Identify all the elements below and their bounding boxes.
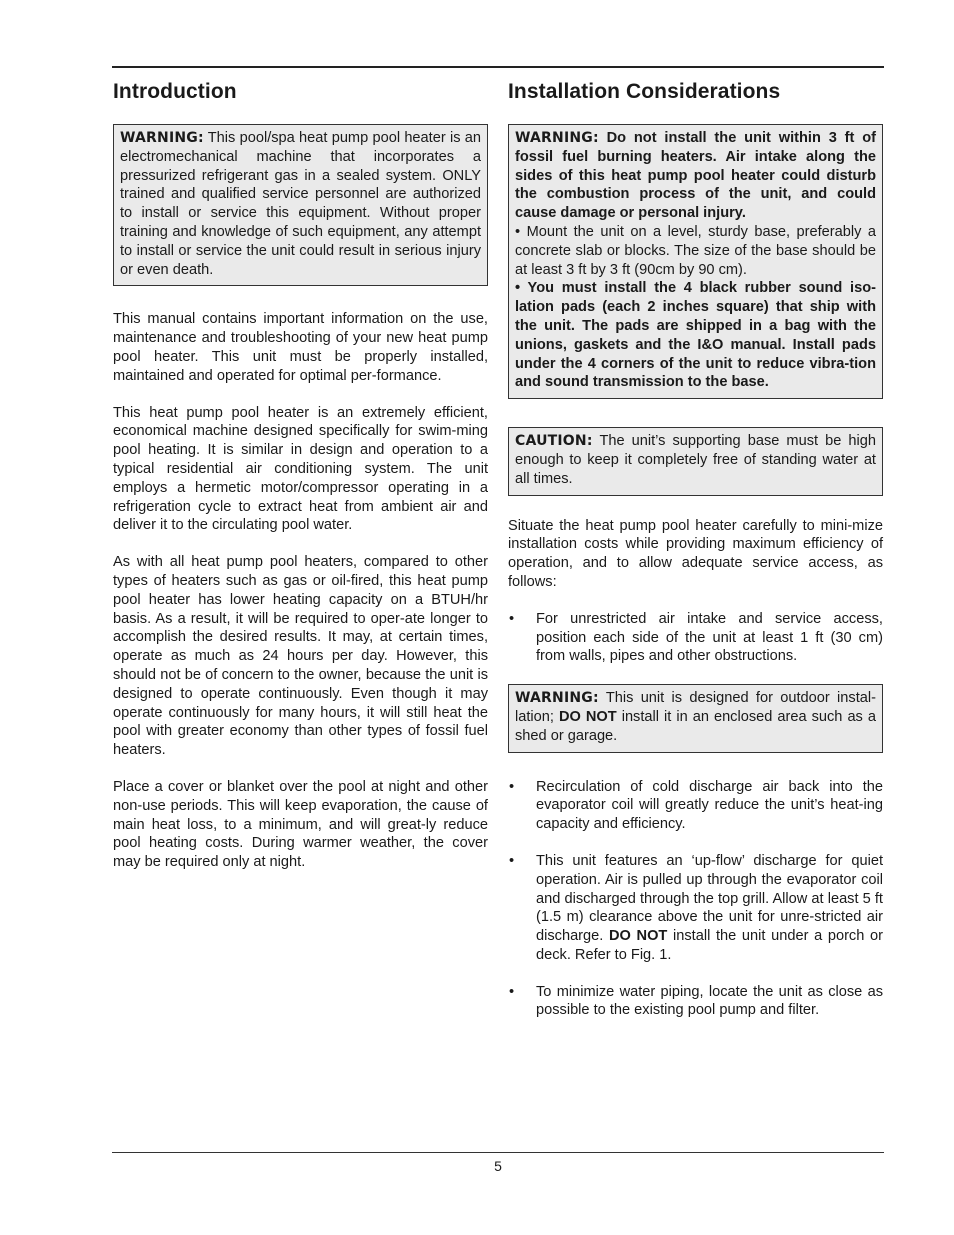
caution-box — [508, 427, 883, 495]
caution-text — [515, 432, 876, 488]
install-bullet-1-text: For unrestricted air intake and service access, position each side of the unit at least 1 ft (30 cm) from walls, pipes and other obstructions. — [536, 610, 883, 665]
intro-warning-body: This pool/spa heat pump pool heater is an electromechanical machine that incorporates a pressurized refrigerant gas in a sealed system. ONLY trained and qualified service personnel are authorized to install or service this equipment. Without proper training and knowledge of such equipment, any attempt to install or service the unit could result in serious injury or even death. — [120, 130, 481, 278]
bullet-marker: • — [509, 852, 515, 869]
bullet-marker: • — [509, 778, 515, 795]
warning-label: WARNING: — [120, 130, 204, 146]
install-bullet-4 — [508, 983, 883, 1021]
install-bullet-2 — [508, 778, 883, 834]
caution-label: CAUTION: — [515, 433, 593, 450]
install-bullet-3-after: install the unit under a porch or deck. Refer to Fig. 1. — [536, 928, 883, 963]
bullet-marker: • — [509, 610, 515, 627]
intro-warning-box — [113, 124, 488, 286]
install-intro-paragraph: Situate the heat pump pool heater carefully to mini-mize installation costs while providing maximum efficiency of operation, and to allow adequate service access, as follows: — [508, 517, 883, 590]
installation-column — [508, 78, 883, 1020]
install-warning-mount: • Mount the unit on a level, sturdy base, preferably a concrete slab or blocks. The size of the base should be at least 3 ft by 3 ft (90cm by 90 cm). — [515, 223, 876, 278]
outdoor-warning-text — [515, 689, 876, 745]
outdoor-warning-do-not: DO NOT — [558, 708, 617, 725]
intro-paragraph-4: Place a cover or blanket over the pool at night and other non-use periods. This will keep evaporation, the cause of main heat loss, to a minimum, and will great-ly reduce pool heating costs. During warmer weather, the cover may be required only at night. — [113, 778, 488, 871]
warning-label: WARNING: — [515, 690, 599, 707]
intro-paragraph-1: This manual contains important information on the use, maintenance and troubleshooting of your new heat pump pool heater. This unit must be properly installed, maintained and operated for optimal per-formance. — [113, 311, 488, 384]
outdoor-warning-before: This unit is designed for outdoor instal-lation; — [515, 690, 876, 725]
install-warning-text — [515, 129, 876, 223]
install-bullet-3-before: This unit features an ‘up-flow’ discharge for quiet operation. Air is pulled up through the evaporator coil and discharged through the top grill. Allow at least 5 ft (1.5 m) clearance above the unit for unre-stricted air discharge. — [536, 852, 883, 945]
outdoor-warning-after: install it in an enclosed area such as a shed or garage. — [515, 708, 876, 744]
install-bullet-2-text: Recirculation of cold discharge air back into the evaporator coil will greatly reduce the unit’s heat-ing capacity and efficiency. — [536, 778, 883, 833]
intro-paragraph-3: As with all heat pump pool heaters, compared to other types of heaters such as gas or oil-fired, this heat pump pool heater has lower heating capacity on a BTUH/hr basis. As a result, it will be required to oper-ate longer to accomplish the desired results. It may, at certain times, operate as much as 24 hours per day. However, this should not be of concern to the owner, because the unit is designed to operate continuously. Even though it may operate continuously for many hours, it will still heat the pool with greater economy than other types of fossil fuel heaters. — [113, 554, 488, 759]
introduction-heading: Introduction — [113, 80, 237, 103]
bullet-marker: • — [509, 983, 515, 1000]
install-bullet-3-do-not: DO NOT — [609, 928, 668, 945]
bottom-rule — [112, 1152, 884, 1153]
install-warning-box — [508, 124, 883, 399]
intro-paragraph-2: This heat pump pool heater is an extremely efficient, economical machine designed specifically for swim-ming pool heating. It is similar in design and operation to a typical residential air conditioning system. The unit employs a hermetic motor/compressor operating in a refrigeration cycle to extract heat from ambient air and deliver it to the circulating pool water. — [113, 404, 488, 534]
caution-body: The unit’s supporting base must be high enough to keep it completely free of standing water at all times. — [515, 433, 877, 487]
installation-heading: Installation Considerations — [508, 80, 781, 103]
introduction-column — [113, 78, 488, 872]
install-bullet-4-text: To minimize water piping, locate the unit as close as possible to the existing pool pump and filter. — [536, 983, 883, 1019]
warning-label: WARNING: — [515, 130, 599, 146]
install-warning-bold: Do not install the unit within 3 ft of fossil fuel burning heaters. Air intake along the sides of this heat pump pool heater could disturb the combustion process of the unit, and could cause damage or personal injury. — [515, 130, 876, 222]
install-warning-pads-text: • You must install the 4 black rubber sound iso-lation pads (each 2 inches square) that ship with the unit. The pads are shipped in a bag with the unions, gaskets and the I&O manual. Install pads under the 4 corners of the unit to reduce vibra-tion and sound transmission to the base. — [515, 280, 876, 391]
install-bullet-1 — [508, 610, 883, 666]
top-rule — [112, 66, 884, 68]
intro-warning-text — [120, 129, 481, 279]
install-warning-pads — [515, 279, 876, 392]
outdoor-warning-box — [508, 684, 883, 752]
page-number: 5 — [494, 1158, 502, 1174]
install-bullet-3 — [508, 852, 883, 965]
